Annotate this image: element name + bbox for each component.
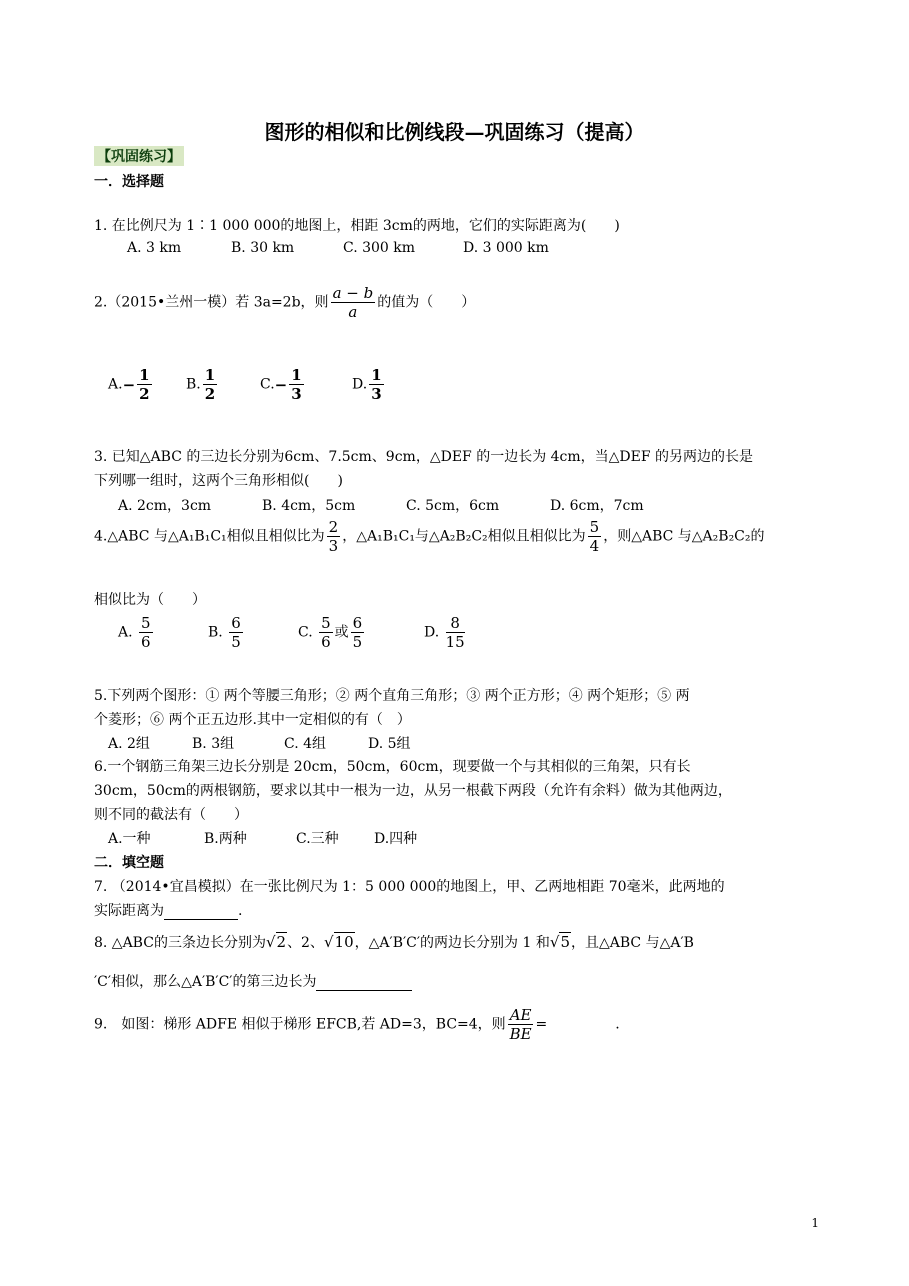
question-3-line-2: 下列哪一组时，这两个三角形相似( ) <box>94 473 343 489</box>
option-a: A. 3 km <box>127 240 182 256</box>
fraction <box>139 614 153 651</box>
option-b: B.两种 <box>204 831 247 847</box>
question-8-part-3: ，△A′B′C′的两边长分别为 1 和 <box>354 935 550 951</box>
option-c: C. 4组 <box>284 736 327 752</box>
question-5-line-2: 个菱形；⑥ 两个正五边形.其中一定相似的有（ ） <box>94 712 411 728</box>
option-a <box>108 366 186 403</box>
question-2-options <box>108 366 386 403</box>
denominator: 3 <box>371 385 382 403</box>
question-2-suffix: 的值为（ ） <box>377 294 476 311</box>
numerator: 1 <box>291 366 302 384</box>
question-4-line-2: 相似比为（ ） <box>94 592 206 608</box>
option-label: B. <box>186 376 201 393</box>
question-6-options <box>108 828 417 848</box>
fraction <box>508 1006 534 1043</box>
option-a: A.一种 <box>108 831 151 847</box>
denominator: 2 <box>204 385 216 403</box>
option-d: D. 6cm，7cm <box>550 498 644 514</box>
fraction <box>203 366 217 403</box>
question-7-line-1: 7. （2014•宜昌模拟）在一张比例尺为 1：5 000 000的地图上，甲、乙两地相距 70毫米，此两地的 <box>94 879 725 895</box>
denominator: 5 <box>231 633 241 651</box>
denominator: 15 <box>445 633 465 651</box>
equals-sign: = <box>535 1016 548 1033</box>
fraction <box>137 366 151 403</box>
option-c: C. 5cm，6cm <box>406 498 500 514</box>
question-3-options <box>118 495 644 515</box>
question-3-line-1: 3. 已知△ABC 的三边长分别为6cm、7.5cm、9cm，△DEF 的一边长为 4cm，当△DEF 的另两边的长是 <box>94 449 754 465</box>
option-c <box>298 614 424 651</box>
option-d: D. 5组 <box>368 736 411 752</box>
question-8-line-2 <box>94 971 412 991</box>
option-a <box>118 614 208 651</box>
question-8-part-2: 、2、 <box>287 935 324 951</box>
denominator: BE <box>509 1025 532 1043</box>
option-b <box>208 614 298 651</box>
answer-blank[interactable] <box>164 905 238 920</box>
option-label: C. <box>260 376 275 393</box>
option-b: B. 3组 <box>192 736 235 752</box>
minus-sign: − <box>274 375 288 394</box>
denominator: 6 <box>321 633 331 651</box>
question-1-text: 1. 在比例尺为 1∶1 000 000的地图上，相距 3cm的两地，它们的实际距离为( ) <box>94 218 620 234</box>
sqrt-expression: √10 <box>323 933 354 951</box>
numerator: 6 <box>352 614 363 632</box>
question-6-line-2: 30cm，50cm的两根钢筋，要求以其中一根为一边，从另一根截下两段（允许有余料）做为其他两边， <box>94 783 732 799</box>
fraction <box>229 614 243 651</box>
numerator: 5 <box>589 518 600 536</box>
option-label: A. <box>118 624 133 641</box>
fraction <box>446 614 465 651</box>
question-7-line-2 <box>94 900 242 920</box>
question-2 <box>94 284 475 321</box>
numerator: 8 <box>446 614 465 633</box>
answer-blank[interactable] <box>316 976 412 991</box>
option-b <box>186 366 260 403</box>
denominator: a <box>348 303 358 321</box>
fraction <box>331 284 376 321</box>
question-4-part-2: ，△A₁B₁C₁与△A₂B₂C₂相似且相似比为 <box>342 528 586 545</box>
fraction <box>588 518 602 555</box>
denominator: 4 <box>589 537 600 555</box>
radicand: 10 <box>334 933 354 951</box>
question-4-part-3: ，则△ABC 与△A₂B₂C₂的 <box>603 528 765 545</box>
option-a: A. 2cm，3cm <box>118 498 212 514</box>
denominator: 2 <box>139 385 150 403</box>
question-8-part-1: 8. △ABC的三条边长分别为 <box>94 935 266 951</box>
question-5-options <box>108 733 411 753</box>
option-label: A. <box>108 376 123 393</box>
question-4-options <box>118 614 467 651</box>
denominator: 6 <box>141 633 151 651</box>
denominator: 3 <box>291 385 302 403</box>
option-b: B. 30 km <box>231 240 295 256</box>
period: . <box>238 903 243 919</box>
sqrt-expression: √2 <box>265 933 287 951</box>
option-c: C. 300 km <box>343 240 416 256</box>
question-9-text: 9. 如图：梯形 ADFE 相似于梯形 EFCB,若 AD=3，BC=4，则 <box>94 1016 506 1033</box>
option-label: D. <box>352 376 368 393</box>
denominator: 3 <box>328 537 339 555</box>
question-2-prefix: 2.（2015•兰州一模）若 3a=2b，则 <box>94 294 329 311</box>
section-heading-fill: 二．填空题 <box>94 855 164 871</box>
numerator: AE <box>509 1006 532 1024</box>
option-label: D. <box>424 624 440 641</box>
numerator: 1 <box>139 366 150 384</box>
option-d: D. 3 000 km <box>463 240 549 256</box>
option-c <box>260 366 352 403</box>
question-8-part-4: ，且△ABC 与△A′B <box>570 935 694 951</box>
sqrt-expression: √5 <box>549 933 570 951</box>
question-8-text: ′C′相似，那么△A′B′C′的第三边长为 <box>94 974 317 990</box>
period: . <box>615 1016 620 1033</box>
option-d: D.四种 <box>374 831 418 847</box>
question-6-line-3: 则不同的截法有（ ） <box>94 807 248 823</box>
page-title: 图形的相似和比例线段—巩固练习（提高） <box>264 120 645 144</box>
question-1-options <box>127 240 549 256</box>
section-tag: 【巩固练习】 <box>94 146 184 166</box>
page-number: 1 <box>811 1216 819 1230</box>
numerator: 1 <box>371 366 382 384</box>
question-7-text: 实际距离为 <box>94 903 164 919</box>
minus-sign: − <box>122 375 136 394</box>
option-label: C. <box>298 624 313 641</box>
question-6-line-1: 6.一个钢筋三角架三边长分别是 20cm，50cm，60cm，现要做一个与其相似的三角架，只有长 <box>94 759 691 775</box>
denominator: 5 <box>352 633 363 651</box>
option-label: B. <box>208 624 223 641</box>
numerator: 5 <box>321 614 331 632</box>
question-4 <box>94 518 765 555</box>
numerator: a − b <box>332 284 374 302</box>
fraction <box>369 366 383 403</box>
or-word: 或 <box>334 624 349 641</box>
option-a: A. 2组 <box>108 736 150 752</box>
numerator: 5 <box>141 614 151 632</box>
section-heading-choice: 一．选择题 <box>94 174 164 190</box>
option-c: C.三种 <box>296 831 339 847</box>
question-5-line-1: 5.下列两个图形：① 两个等腰三角形；② 两个直角三角形；③ 两个正方形；④ 两个矩形；⑤ 两 <box>94 688 690 704</box>
fraction <box>327 518 341 555</box>
numerator: 2 <box>328 518 339 536</box>
numerator: 6 <box>231 614 241 632</box>
fraction <box>289 366 303 403</box>
option-d <box>424 614 467 651</box>
question-9 <box>94 1006 620 1043</box>
option-d <box>352 366 386 403</box>
radicand: 2 <box>276 933 287 951</box>
question-4-part-1: 4.△ABC 与△A₁B₁C₁相似且相似比为 <box>94 528 325 545</box>
numerator: 1 <box>204 366 216 384</box>
fraction <box>351 614 365 651</box>
option-b: B. 4cm，5cm <box>262 498 356 514</box>
fraction <box>319 614 333 651</box>
radicand: 5 <box>560 933 570 951</box>
question-8-line-1 <box>94 932 694 952</box>
